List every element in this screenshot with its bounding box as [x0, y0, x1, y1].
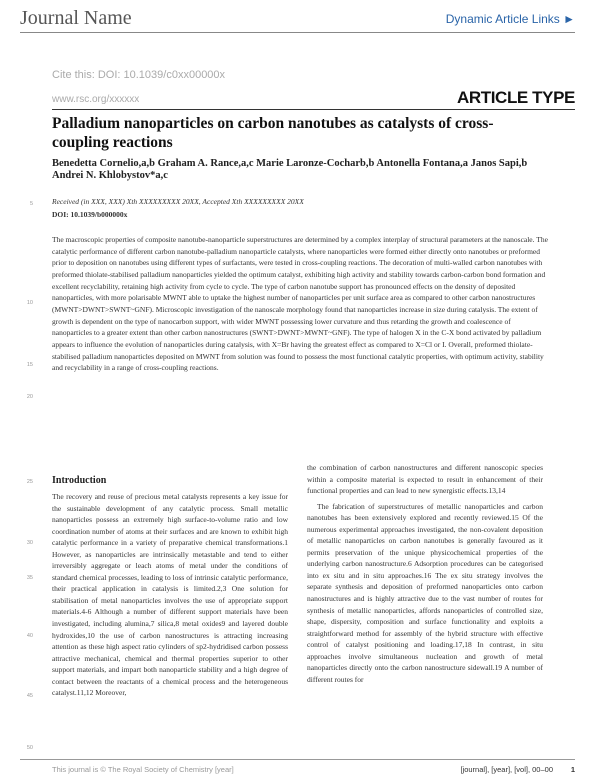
intro-left-column: [52, 491, 288, 699]
footer-divider: [20, 759, 575, 760]
intro-paragraph-3: The fabrication of superstructures of metallic nanoparticles and carbon nanotubes has been extensively explored and recently reviewed.15 Of the numerous experimental approaches investigated, the non-covalent deposition of metallic nanoparticles on carbon nanotubes is generally favoured as it permits preservation of the unique physicochemical properties of the underlying carbon nanostructure.6 Adsorption procedures can be categorised into ex situ and in situ approaches.16 The ex situ strategy involves the separate synthesis and deposition of preformed nanoparticles onto carbon nanostructures and is highly attractive due to the vast number of routes for synthesis of metallic nanoparticles, affords nanoparticles of controlled size, shape, dispersity, composition and surface functionality and exploits a straightforward method for assembly of the hybrid structure with effective control of catalyst positioning and loading.17,18 In contrast, in situ approaches involve simultaneous nucleation and growth of metal nanoparticles directly onto the carbon nanostructure sidewall.19 A number of different routes for: [307, 501, 543, 684]
intro-paragraph-2: the combination of carbon nanostructures and different nanoscopic species within a composite material is expected to result in enhancement of their functional properties and can lead to new synergistic effects.13,14: [307, 463, 543, 496]
line-number: 40: [26, 633, 33, 639]
page-number: 1: [570, 765, 575, 774]
rsc-url-link[interactable]: www.rsc.org/xxxxxx: [52, 94, 140, 105]
author-list: Benedetta Cornelio,a,b Graham A. Rance,a,c Marie Laronze-Cocharb,b Antonella Fontana,a Janos Sapi,b Andrei N. Khlobystov*a,c: [52, 158, 528, 181]
cite-doi: Cite this: DOI: 10.1039/c0xx00000x: [52, 69, 226, 81]
line-number: 45: [26, 693, 33, 699]
intro-right-column: [307, 462, 543, 685]
line-number: 10: [26, 300, 33, 306]
dynamic-article-links[interactable]: Dynamic Article Links ►: [445, 12, 575, 26]
journal-name: Journal Name: [20, 7, 132, 29]
line-number: 15: [26, 362, 33, 368]
intro-paragraph-1: The recovery and reuse of precious metal catalysts represents a key issue for the sustainable development of any catalytic process. Small metallic nanoparticles possess an extremely high surface-to-volume ratio and low coordination number of atoms at their surfaces and are known to exhibit high catalytic performance in a variety of preparative chemical transformations.1 However, as nanoparticles are intrinsically metastable and tend to either irreversibly aggregate or leach atoms of metal under the conditions of standard chemical processes, leading to loss of intrinsic catalytic performance, their practical application in catalysis is limited.2,3 One solution for stabilisation of metal nanoparticles involves the use of appropriate support materials.4-6 Although a number of different support materials have been investigated, including alumina,7 silica,8 metal oxides9 and layered double hydroxides,10 the use of carbon nanostructures is attracting increasing attention as these high aspect ratio cylinders of sp2-hydridised carbon possess attractive mechanical, chemical and thermal properties superior to other support materials, and impart both nanoparticle stability and a high degree of contact between the reactants of a chemical process and the heterogeneous catalyst.11,12 Moreover,: [52, 492, 288, 698]
abstract-text: The macroscopic properties of composite nanotube-nanoparticle superstructures are determined by a complex interplay of structural parameters at the nanoscale. The catalytic performance of different carbon nanotube-palladium nanoparticle catalysts, where nanoparticles were formed either directly onto nanotubes or preformed prior to deposition on nanotubes using different types of surfactants, were tested in cross-coupling reactions. The decoration of multi-walled carbon nanotubes with preformed thiolate-stabilised palladium nanoparticles yielded the optimum catalyst, exhibiting high activity and stability towards carbon-carbon bond formation and excellent recyclability, retaining high activity from cycle to cycle. The type of carbon nanotube support has pronounced effects on the density of deposited nanoparticles, with more polarisable MWNT able to uptake the highest number of nanoparticles per unit surface area as compared to other carbon nanostructures (MWNT>DWNT>SWNT~GNF). Microscopic investigation of the nanoscale morphology found that nanoparticles increase in size during catalysis. The extent of growth is dependent on the type of nanocarbon support, with wider MWNT possessing lower curvature and thus retarding the growth and coalescence of nanoparticles to a greater extent than other carbon nanostructures (SWNT>DWNT>MWNT~GNF). The type of halogen X in the C-X bond activated by palladium appears to influence the evolution of nanoparticles during catalysis, with X=Br having the greatest effect as compared to X=Cl or I. Overall, preformed thiolate-stabilised palladium nanoparticles deposited on MWNT from solution was found to possess the most functional catalytic properties, with optimum activity, stability and recyclability in a range of cross-coupling reactions.: [52, 235, 548, 373]
section-heading: [52, 475, 106, 486]
header-divider: [20, 32, 575, 33]
article-title: Palladium nanoparticles on carbon nanotubes as catalysts of cross-coupling reactions: [52, 115, 494, 151]
section-heading-text: Introduction: [52, 475, 107, 486]
line-number: 20: [26, 394, 33, 400]
abstract: [52, 234, 549, 374]
line-number: 35: [26, 575, 33, 581]
line-number: 50: [26, 745, 33, 751]
article-doi[interactable]: DOI: 10.1039/b000000x: [52, 210, 128, 219]
line-number: 30: [26, 540, 33, 546]
title-rule: [52, 109, 575, 110]
article-type-label: ARTICLE TYPE: [457, 88, 575, 107]
footer-citation: [journal], [year], [vol], 00–00: [460, 765, 553, 774]
footer-copyright: This journal is © The Royal Society of Chemistry [year]: [52, 765, 234, 774]
line-number: 5: [29, 201, 33, 207]
line-number: 25: [26, 479, 33, 485]
received-dates: Received (in XXX, XXX) Xth XXXXXXXXX 20XX, Accepted Xth XXXXXXXXX 20XX: [52, 197, 304, 206]
